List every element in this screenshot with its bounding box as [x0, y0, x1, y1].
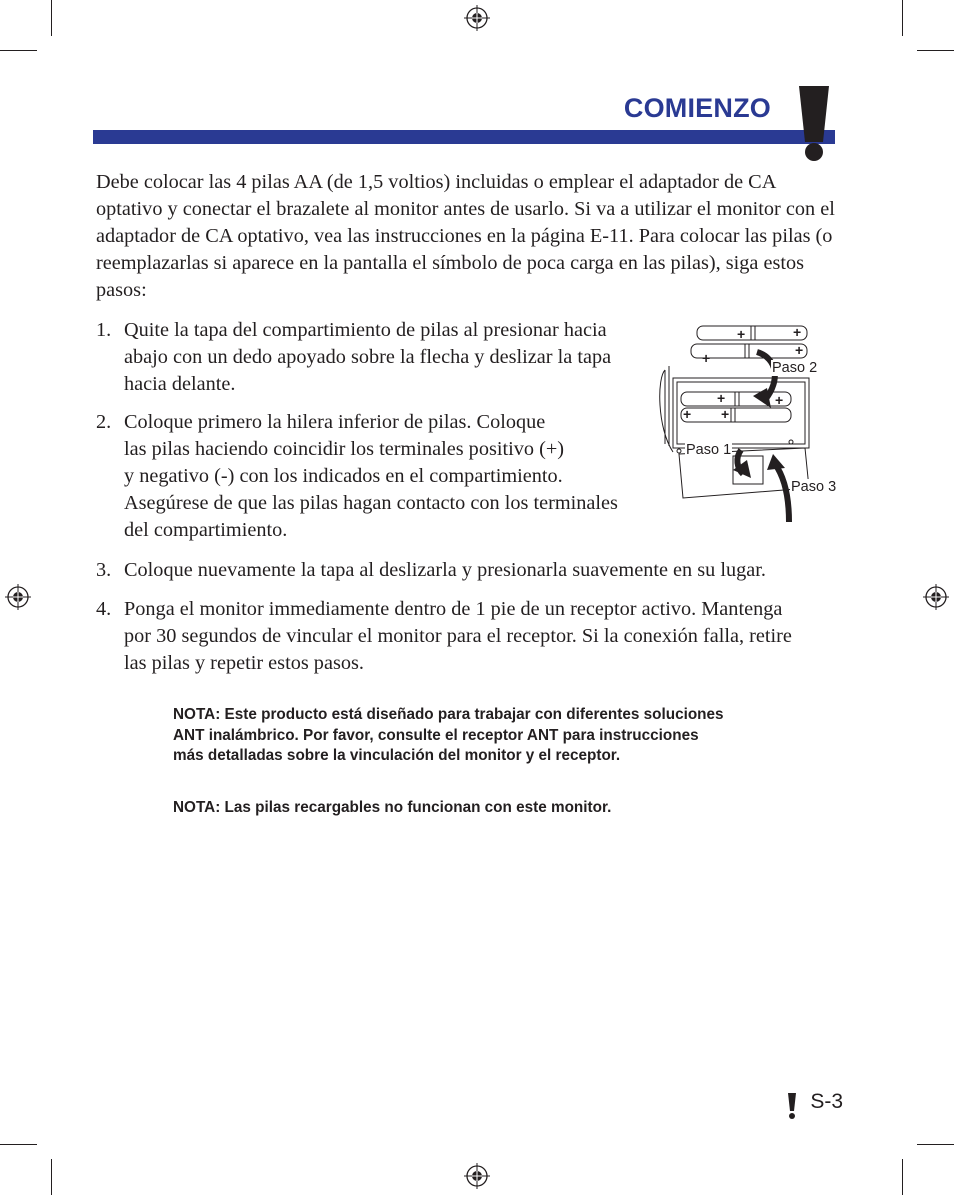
diagram-label-step2: Paso 2	[772, 360, 818, 376]
note-line: ANT inalámbrico. Por favor, consulte el receptor ANT para instrucciones	[173, 726, 699, 744]
registration-mark-icon	[5, 584, 31, 610]
svg-text:+: +	[702, 350, 711, 366]
svg-text:+: +	[737, 326, 746, 342]
svg-text:+: +	[793, 324, 802, 340]
crop-mark	[902, 1159, 903, 1195]
step-number: 1.	[96, 319, 112, 341]
crop-mark	[0, 1144, 37, 1145]
intro-paragraph: Debe colocar las 4 pilas AA (de 1,5 voltios) incluidas o emplear el adaptador de CA optativo y conectar el brazalete al monitor antes de usarlo. Si va a utilizar el monitor con el adaptador de CA optativo, vea las instrucciones en la página E-11. Para colocar las pilas (o reemplazarlas si aparece en la pantalla el símbolo de poca carga en las pilas), siga estos pasos:	[96, 171, 835, 301]
crop-mark	[51, 1159, 52, 1195]
exclamation-icon	[796, 86, 832, 162]
crop-mark	[0, 50, 37, 51]
step-line: abajo con un dedo apoyado sobre la flecha y deslizar la tapa	[124, 346, 612, 368]
step-line: por 30 segundos de vincular el monitor para el receptor. Si la conexión falla, retire	[124, 625, 792, 647]
page-number: S-3	[810, 1090, 843, 1113]
registration-mark-icon	[464, 1163, 490, 1189]
battery-icon	[697, 326, 807, 340]
note-line: NOTA: Este producto está diseñado para trabajar con diferentes soluciones	[173, 706, 724, 723]
step-line: Asegúrese de que las pilas hagan contacto con los terminales	[124, 492, 618, 514]
registration-mark-icon	[923, 584, 949, 610]
note-line: NOTA: Las pilas recargables no funcionan con este monitor.	[173, 799, 612, 816]
svg-text:+: +	[721, 406, 730, 422]
crop-mark	[51, 0, 52, 36]
note-ant-wireless	[173, 705, 724, 767]
step-number: 2.	[96, 411, 112, 433]
section-header-bar	[93, 130, 835, 144]
step-number: 4.	[96, 598, 112, 620]
crop-mark	[917, 50, 954, 51]
section-title: COMIENZO	[623, 93, 771, 123]
diagram-label-step3: Paso 3	[791, 479, 837, 495]
step-line: Coloque nuevamente la tapa al deslizarla y presionarla suavemente en su lugar.	[124, 559, 766, 581]
note-line: más detalladas sobre la vinculación del monitor y el receptor.	[173, 747, 621, 764]
registration-mark-icon	[464, 5, 490, 31]
svg-text:+: +	[717, 390, 726, 406]
exclamation-icon	[787, 1093, 797, 1119]
battery-icon	[681, 408, 791, 422]
step-line: Coloque primero la hilera inferior de pilas. Coloque	[124, 411, 546, 433]
svg-text:+: +	[775, 392, 784, 408]
step-line: las pilas haciendo coincidir los terminales positivo (+)	[124, 438, 565, 460]
crop-mark	[902, 0, 903, 36]
step-line: hacia delante.	[124, 373, 236, 395]
svg-text:+: +	[795, 342, 804, 358]
crop-mark	[917, 1144, 954, 1145]
diagram-label-step1: Paso 1	[686, 442, 732, 458]
step-line: las pilas y repetir estos pasos.	[124, 652, 364, 674]
note-rechargeable	[173, 798, 611, 819]
step-number: 3.	[96, 559, 112, 581]
step-line: del compartimiento.	[124, 519, 288, 541]
svg-text:+: +	[683, 406, 692, 422]
step-line: Quite la tapa del compartimiento de pilas al presionar hacia	[124, 319, 607, 341]
battery-installation-diagram	[655, 318, 845, 528]
step-line: Ponga el monitor immediamente dentro de 1 pie de un receptor activo. Mantenga	[124, 598, 783, 620]
step-line: y negativo (-) con los indicados en el compartimiento.	[124, 465, 563, 487]
